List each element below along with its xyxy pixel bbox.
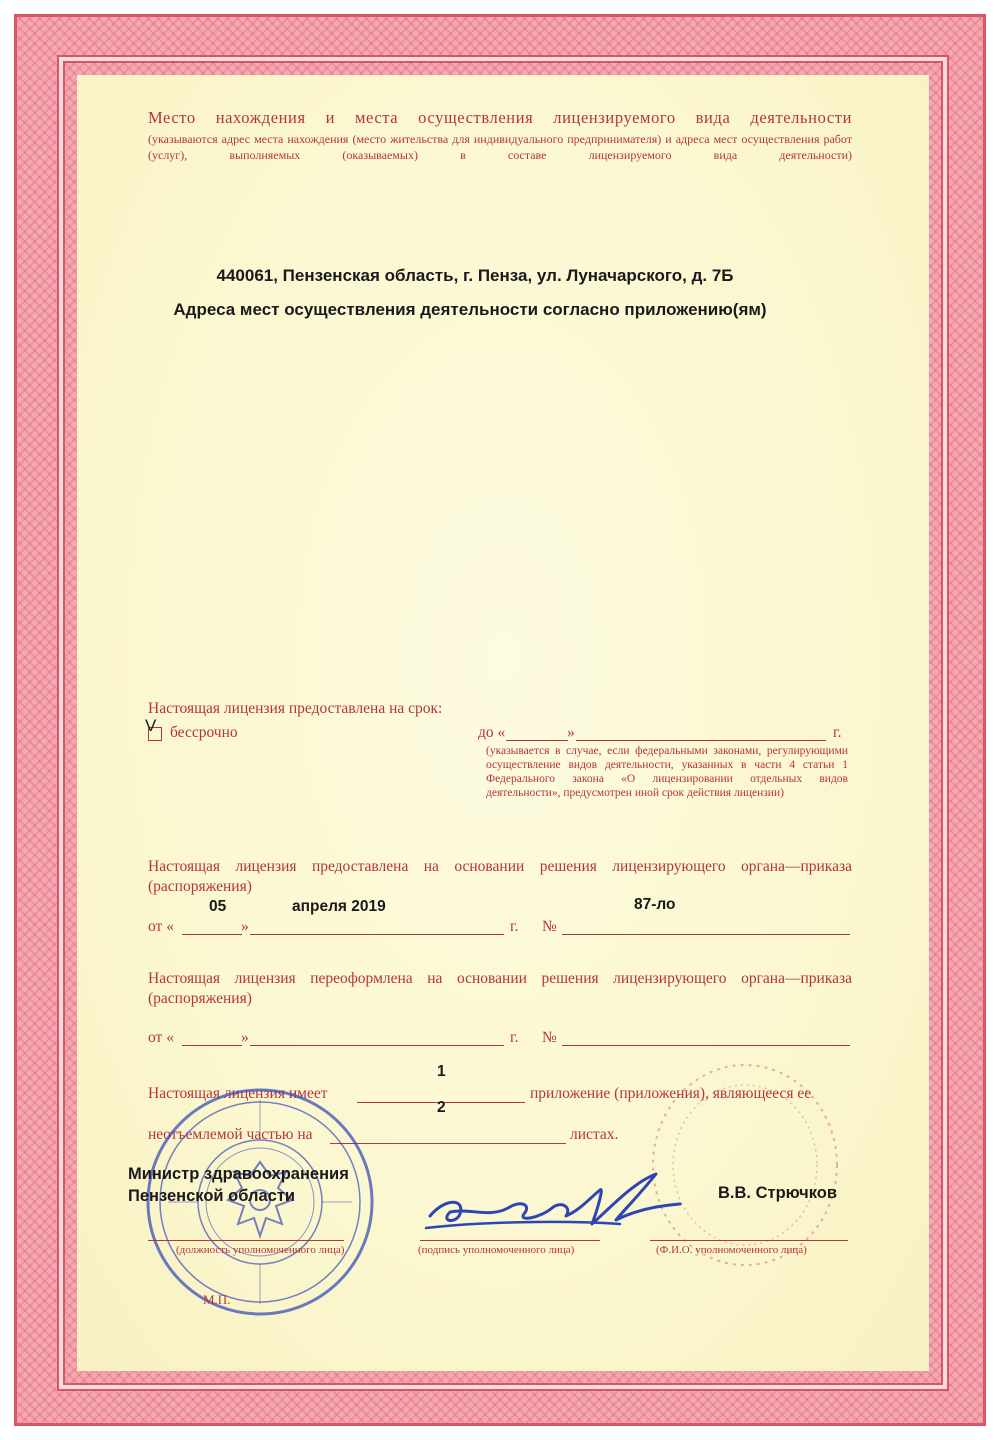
sheets-count: 2 <box>437 1099 446 1116</box>
handwritten-signature-icon <box>420 1168 690 1238</box>
until-year-suffix: г. <box>833 724 842 741</box>
header-title: Место нахождения и места осуществления лицензируемого вида деятельности <box>148 108 852 127</box>
number-line <box>562 934 850 935</box>
day-line <box>182 1045 242 1046</box>
signer-name: В.В. Стрючков <box>718 1184 837 1202</box>
signature-line <box>420 1240 600 1241</box>
basis-order-number: 87-ло <box>634 896 676 913</box>
from-prefix: от « <box>148 1029 174 1046</box>
term-until-prefix: до « <box>478 724 506 741</box>
until-quote-close: » <box>567 724 575 741</box>
signer-position-line1: Министр здравоохранения <box>128 1165 349 1183</box>
term-unlimited-label: бессрочно <box>170 724 238 741</box>
position-line <box>148 1240 344 1241</box>
name-line <box>650 1240 848 1241</box>
term-label: Настоящая лицензия предоставлена на срок: <box>148 700 443 717</box>
signer-position <box>128 1163 349 1207</box>
quote-close: » <box>241 918 249 935</box>
attachment-label: Настоящая лицензия имеет <box>148 1085 328 1102</box>
header-note: (указываются адрес места нахождения (место жительства для индивидуального предпринимателя) и адреса мест осуществления работ (услуг), выполняемых (оказываемых) в составе лицензируемого вида деятельности) <box>148 132 852 162</box>
month-line <box>250 934 504 935</box>
until-month-line <box>576 740 826 741</box>
month-line <box>250 1045 504 1046</box>
basis-month-year: апреля 2019 <box>292 898 386 915</box>
check-mark: V <box>145 716 157 735</box>
number-sign: № <box>542 1029 557 1046</box>
reissue-date-row <box>148 1029 852 1051</box>
caption-name: (Ф.И.О. уполномоченного лица) <box>656 1244 807 1256</box>
seal-place: М.П. <box>203 1292 231 1307</box>
number-line <box>562 1045 850 1046</box>
year-suffix: г. <box>510 918 519 935</box>
attachment-suffix: приложение (приложения), являющееся ее <box>530 1085 812 1102</box>
number-sign: № <box>542 918 557 935</box>
sheets-label: неотъемлемой частью на <box>148 1126 313 1143</box>
caption-position: (должность уполномоченного лица) <box>176 1244 345 1256</box>
caption-signature: (подпись уполномоченного лица) <box>418 1244 575 1256</box>
term-note: (указывается в случае, если федеральными законами, регулирующими осуществление видов деятельности, указанных в части 4 статьи 1 Федерального закона «О лицензировании отдельных видов деятельности», предусмотрен иной срок действия лицензии) <box>486 745 848 799</box>
reissue-label: Настоящая лицензия переоформлена на основании решения лицензирующего органа—приказа (распоряжения) <box>148 970 852 1007</box>
until-day-line <box>506 740 568 741</box>
basis-label: Настоящая лицензия предоставлена на основании решения лицензирующего органа—приказа (распоряжения) <box>148 858 852 895</box>
attachment-count: 1 <box>437 1063 446 1080</box>
from-prefix: от « <box>148 918 174 935</box>
year-suffix: г. <box>510 1029 519 1046</box>
quote-close: » <box>241 1029 249 1046</box>
address-note: Адреса мест осуществления деятельности согласно приложению(ям) <box>173 300 767 319</box>
address-main: 440061, Пензенская область, г. Пенза, ул. Луначарского, д. 7Б <box>216 266 734 285</box>
basis-day: 05 <box>209 898 227 915</box>
signer-position-line2: Пензенской области <box>128 1187 296 1205</box>
basis-date-row <box>148 918 852 940</box>
sheets-suffix: листах. <box>570 1126 619 1143</box>
day-line <box>182 934 242 935</box>
